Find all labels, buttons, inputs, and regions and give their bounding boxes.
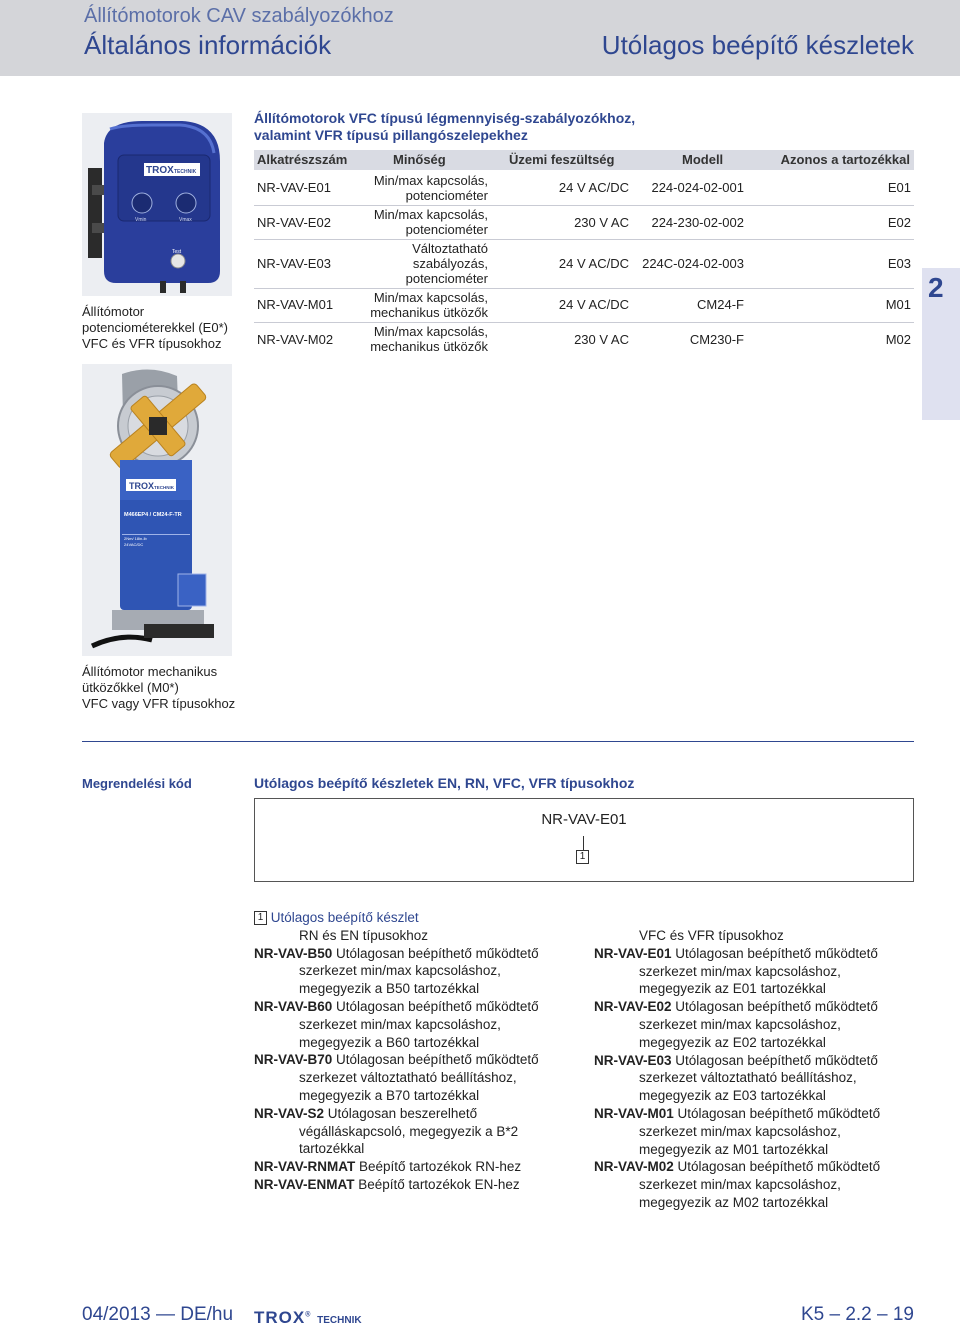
footer-logo-sub: TECHNIK [317, 1315, 362, 1326]
item-code: NR-VAV-B50 [254, 945, 333, 961]
list-item [594, 945, 924, 963]
item-code: NR-VAV-RNMAT [254, 1159, 356, 1175]
cell-model: CM230-F [689, 332, 744, 347]
list-item [254, 1158, 584, 1176]
list-item [594, 1158, 924, 1176]
item-desc: Utólagosan beépíthető működtető [336, 945, 539, 961]
cell-accessory: E03 [887, 256, 911, 271]
item-desc-cont: megegyezik a B60 tartozékkal [299, 1034, 480, 1050]
col-header-quality: Minőség [393, 152, 446, 167]
photo1-test-label: Test [172, 249, 182, 255]
legend-right-column [594, 927, 924, 1212]
item-desc-cont: végálláskapcsoló, megegyezik a B*2 [299, 1123, 519, 1139]
item-desc-cont: megegyezik az E02 tartozékkal [639, 1034, 826, 1050]
photo1-caption-line2: potenciométerekkel (E0*) [82, 320, 228, 335]
col-header-part-number: Alkatrészszám [257, 152, 348, 167]
cell-accessory: M02 [885, 332, 911, 347]
header-title-line1: Állítómotorok CAV szabályozókhoz [84, 5, 394, 27]
footer-date-lang: 04/2013 — DE/hu [82, 1304, 234, 1325]
cell-accessory: E01 [887, 180, 911, 195]
cell-model: 224-230-02-002 [651, 215, 744, 230]
item-desc: Utólagosan beépíthető működtető [336, 998, 539, 1014]
item-desc-cont: szerkezet min/max kapcsoláshoz, [639, 963, 841, 979]
legend-right-subheading: VFC és VFR típusokhoz [639, 928, 784, 943]
intro-heading [254, 110, 854, 144]
cell-quality-line2: mechanikus ütközők [370, 339, 488, 354]
actuator-m0-illustration [82, 364, 232, 656]
cell-quality-line1: Min/max kapcsolás, [373, 207, 488, 222]
list-item [254, 1176, 584, 1194]
cell-voltage: 24 V AC/DC [558, 297, 629, 312]
item-desc-cont: szerkezet min/max kapcsoláshoz, [299, 1016, 501, 1032]
order-code-title: Utólagos beépítő készletek EN, RN, VFC, VFR típusokhoz [254, 775, 635, 791]
cell-voltage: 230 V AC [574, 332, 629, 347]
item-desc: Utólagosan beépíthető működtető [675, 1052, 878, 1068]
page-footer [0, 1300, 960, 1329]
col-header-voltage: Üzemi feszültség [509, 152, 615, 167]
cell-quality-line2: mechanikus ütközők [370, 305, 488, 320]
table-row [254, 289, 914, 321]
list-item [254, 945, 584, 963]
cell-part-number: NR-VAV-E01 [257, 180, 331, 195]
cell-part-number: NR-VAV-E03 [257, 256, 331, 271]
cell-quality-line1: Min/max kapcsolás, [373, 173, 488, 188]
item-desc: Utólagosan beépíthető működtető [675, 999, 878, 1015]
photo2-model-label: M466EP4 / CM24-F-TR [124, 512, 182, 518]
footer-logo-text: TROX [254, 1308, 306, 1327]
photo1-caption-line3: VFC és VFR típusokhoz [82, 336, 222, 351]
intro-line2: valamint VFR típusú pillangószelepekhez [254, 127, 528, 143]
cell-model: 224C-024-02-003 [642, 256, 744, 271]
item-desc: Beépítő tartozékok RN-hez [359, 1159, 522, 1175]
item-code: NR-VAV-E02 [594, 999, 672, 1015]
cell-voltage: 24 V AC/DC [558, 180, 629, 195]
order-code-box [254, 798, 914, 882]
table-header [254, 150, 914, 170]
table-row [254, 172, 914, 204]
list-item [254, 998, 584, 1016]
list-item [254, 1105, 584, 1123]
item-desc: Utólagosan beépíthető működtető [336, 1052, 539, 1068]
list-item [594, 1105, 924, 1123]
legend-marker: 1 [254, 911, 267, 925]
item-code: NR-VAV-M02 [594, 1159, 674, 1175]
photo1-caption-line1: Állítómotor [82, 304, 145, 319]
cell-voltage: 230 V AC [574, 215, 629, 230]
chapter-tab [922, 268, 960, 420]
photo1-brand: TROX [146, 165, 174, 176]
item-desc: Utólagosan beépíthető működtető [675, 945, 878, 961]
item-desc-cont: szerkezet min/max kapcsoláshoz, [299, 963, 501, 979]
item-desc-cont: megegyezik a B50 tartozékkal [299, 981, 480, 997]
section-divider [82, 741, 914, 742]
photo2-spec2: 24VAC/DC [124, 542, 144, 547]
col-header-accessory: Azonos a tartozékkal [780, 152, 910, 167]
legend-left-column [254, 909, 584, 1194]
photo2-caption-line3: VFC vagy VFR típusokhoz [82, 696, 236, 711]
item-code: NR-VAV-ENMAT [254, 1176, 355, 1192]
item-code: NR-VAV-B60 [254, 998, 333, 1014]
item-desc-cont: megegyezik az M01 tartozékkal [639, 1141, 829, 1157]
cell-part-number: NR-VAV-E02 [257, 215, 331, 230]
intro-line1: Állítómotorok VFC típusú légmennyiség-szabályozókhoz, [254, 110, 636, 126]
cell-voltage: 24 V AC/DC [558, 256, 629, 271]
order-code-label: Megrendelési kód [82, 776, 192, 791]
cell-quality-line2: potenciométer [405, 222, 488, 237]
item-desc-cont: szerkezet min/max kapcsoláshoz, [639, 1177, 841, 1193]
cell-model: CM24-F [697, 297, 744, 312]
order-code-marker: 1 [576, 850, 589, 864]
table-row [254, 240, 914, 288]
header-section-title: Utólagos beépítő készletek [601, 30, 914, 60]
col-header-model: Modell [682, 152, 724, 167]
list-item [254, 1051, 584, 1069]
item-desc-cont: tartozékkal [299, 1141, 365, 1157]
item-code: NR-VAV-B70 [254, 1052, 333, 1068]
footer-page-ref: K5 – 2.2 – 19 [800, 1304, 914, 1325]
item-desc-cont: megegyezik az E01 tartozékkal [639, 981, 826, 997]
item-desc-cont: szerkezet min/max kapcsoláshoz, [639, 1123, 841, 1139]
photo2-spec1: 2Nm/ 18in-lb [124, 536, 147, 541]
item-desc-cont: szerkezet változtatható beállításhoz, [299, 1070, 517, 1086]
actuator-mechanical-photo [82, 364, 232, 656]
cell-part-number: NR-VAV-M01 [257, 297, 334, 312]
actuator-potentiometer-photo [82, 113, 232, 296]
item-code: NR-VAV-E01 [594, 945, 672, 961]
photo2-caption-line1: Állítómotor mechanikus [82, 664, 218, 679]
cell-accessory: M01 [885, 297, 911, 312]
cell-model: 224-024-02-001 [651, 180, 744, 195]
table-row [254, 206, 914, 238]
cell-quality-line2: szabályozás, [412, 256, 488, 271]
photo2-brand: TROX [129, 481, 155, 491]
item-code: NR-VAV-S2 [254, 1105, 325, 1121]
photo2-caption-line2: ütközőkkel (M0*) [82, 680, 179, 695]
photo1-dial-right: Vmax [179, 217, 192, 223]
order-code-value: NR-VAV-E01 [541, 811, 627, 828]
item-desc: Utólagosan beépíthető működtető [677, 1159, 881, 1175]
cell-quality-line1: Min/max kapcsolás, [373, 324, 488, 339]
cell-quality-line3: potenciométer [405, 271, 488, 286]
photo1-dial-left: Vmin [135, 217, 147, 223]
item-desc-cont: megegyezik a B70 tartozékkal [299, 1087, 480, 1103]
item-desc-cont: szerkezet min/max kapcsoláshoz, [639, 1016, 841, 1032]
item-desc: Beépítő tartozékok EN-hez [358, 1176, 520, 1192]
header-title-line2: Általános információk [84, 30, 332, 60]
list-item [594, 998, 924, 1016]
legend-left-subheading: RN és EN típusokhoz [299, 927, 429, 943]
item-code: NR-VAV-E03 [594, 1052, 672, 1068]
item-desc: Utólagosan beépíthető működtető [677, 1105, 881, 1121]
photo1-brand-sub: TECHNIK [174, 169, 197, 175]
cell-part-number: NR-VAV-M02 [257, 332, 334, 347]
item-desc-cont: megegyezik az M02 tartozékkal [639, 1194, 829, 1210]
item-code: NR-VAV-M01 [594, 1105, 674, 1121]
item-desc: Utólagosan beszerelhető [327, 1105, 478, 1121]
cell-quality-line1: Változtatható [412, 241, 488, 256]
cell-quality-line2: potenciométer [405, 188, 488, 203]
item-desc-cont: megegyezik az E03 tartozékkal [639, 1088, 826, 1104]
cell-accessory: E02 [887, 215, 911, 230]
list-item [594, 1052, 924, 1070]
photo1-caption [82, 304, 228, 352]
page-header [0, 0, 960, 76]
legend-heading: Utólagos beépítő készlet [270, 910, 419, 925]
cell-quality-line1: Min/max kapcsolás, [373, 290, 488, 305]
photo2-caption [82, 664, 235, 712]
photo2-brand-sub: TECHNIK [154, 485, 174, 490]
chapter-number: 2 [928, 272, 944, 303]
order-code-pointer [583, 836, 584, 850]
actuator-e0-illustration [82, 113, 232, 296]
item-desc-cont: szerkezet változtatható beállításhoz, [639, 1070, 857, 1086]
table-row [254, 323, 914, 355]
footer-logo: TROX® TECHNIK [254, 1308, 362, 1327]
